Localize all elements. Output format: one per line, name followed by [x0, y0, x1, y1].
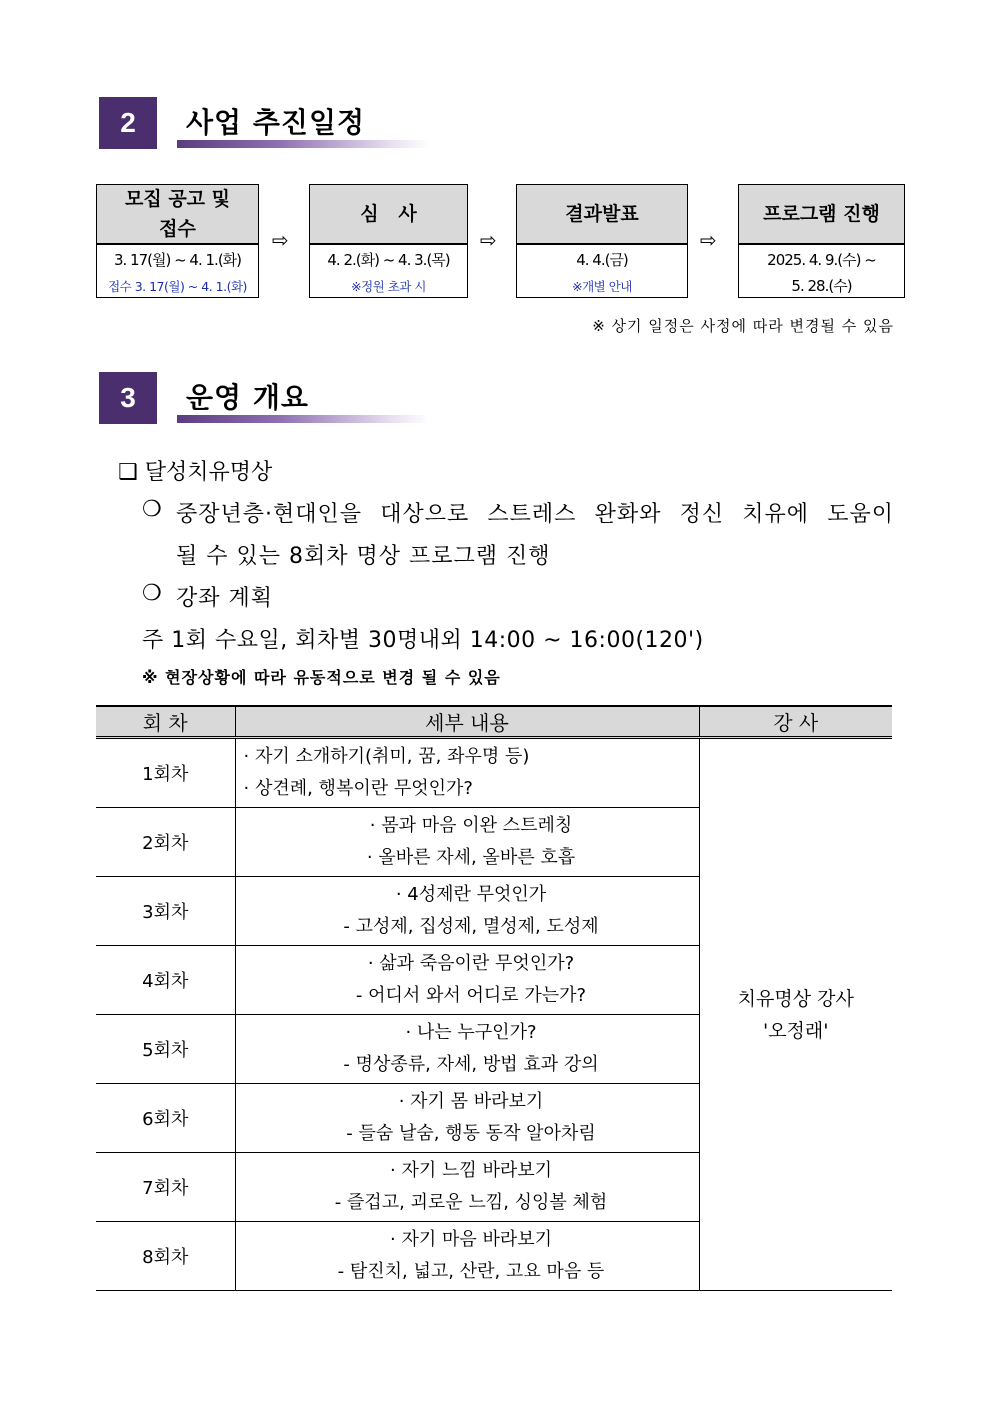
session-label: 3회차 — [96, 877, 235, 946]
session-content: · 4성제란 무엇인가 - 고성제, 집성제, 멸성제, 도성제 — [235, 877, 699, 946]
session-content: · 자기 소개하기(취미, 꿈, 좌우명 등) · 상견례, 행복이란 무엇인가? — [235, 738, 699, 808]
header-instructor: 강 사 — [699, 706, 892, 738]
flow-arrow-1: ⇨ — [272, 228, 289, 252]
section-2-underline — [177, 140, 430, 148]
session-label: 5회차 — [96, 1015, 235, 1084]
section-2-title: 사업 추진일정 — [186, 106, 366, 139]
section-2-number: 2 — [99, 97, 157, 149]
session-label: 6회차 — [96, 1084, 235, 1153]
session-label: 4회차 — [96, 946, 235, 1015]
session-content: · 자기 느낌 바라보기 - 즐겁고, 괴로운 느낌, 싱잉볼 체험 — [235, 1153, 699, 1222]
session-table — [96, 705, 892, 1291]
step-program-date-end: 5. 28.(수) — [791, 277, 852, 295]
session-content: · 삶과 죽음이란 무엇인가? - 어디서 와서 어디로 가는가? — [235, 946, 699, 1015]
instructor-cell — [699, 738, 892, 1291]
step-recruitment-title: 모집 공고 및 접수 — [97, 185, 258, 245]
session-content: · 자기 마음 바라보기 - 탐진치, 넓고, 산란, 고요 마음 등 — [235, 1222, 699, 1291]
flow-arrow-3: ⇨ — [700, 228, 717, 252]
session-label: 2회차 — [96, 808, 235, 877]
program-description-line2: 될 수 있는 8회차 명상 프로그램 진행 — [176, 544, 551, 569]
instructor-title: 치유명상 강사 — [737, 987, 854, 1010]
program-name: 달성치유명상 — [144, 460, 273, 485]
session-label: 7회차 — [96, 1153, 235, 1222]
table-row — [96, 738, 892, 808]
step-review — [309, 184, 468, 298]
flow-arrow-2: ⇨ — [480, 228, 497, 252]
session-label: 8회차 — [96, 1222, 235, 1291]
section-3-underline — [177, 415, 430, 423]
step-announcement-date: 4. 4.(금) — [576, 251, 628, 269]
step-recruitment — [96, 184, 259, 298]
course-plan-label: 강좌 계획 — [176, 586, 274, 611]
session-label: 1회차 — [96, 738, 235, 808]
square-bullet-icon: ❑ — [118, 460, 138, 485]
bullet-marker-1 — [142, 497, 162, 522]
step-review-note: ※정원 초과 시 — [351, 279, 426, 294]
session-content: · 몸과 마음 이완 스트레칭 · 올바른 자세, 올바른 호흡 — [235, 808, 699, 877]
course-schedule: 주 1회 수요일, 회차별 30명내외 14:00 ~ 16:00(120') — [142, 628, 704, 653]
table-header-row — [96, 706, 892, 738]
program-description-line1: 중장년층·현대인을 대상으로 스트레스 완화와 정신 치유에 도움이 — [176, 502, 894, 527]
course-schedule-note: ※ 현장상황에 따라 유동적으로 변경 될 수 있음 — [142, 668, 501, 687]
section-3-title: 운영 개요 — [186, 381, 309, 414]
step-announcement — [516, 184, 688, 298]
step-program-date-start: 2025. 4. 9.(수) ~ — [767, 251, 876, 269]
instructor-name: '오정래' — [762, 1019, 829, 1042]
program-item — [118, 455, 272, 486]
section-3-number: 3 — [99, 372, 157, 424]
circle-bullet-icon: ❍ — [142, 497, 162, 522]
step-announcement-note: ※개별 안내 — [572, 279, 632, 294]
header-session: 회 차 — [96, 706, 235, 738]
header-content: 세부 내용 — [235, 706, 699, 738]
session-content: · 자기 몸 바라보기 - 들숨 날숨, 행동 동작 알아차림 — [235, 1084, 699, 1153]
circle-bullet-icon: ❍ — [142, 581, 162, 606]
step-recruitment-date: 3. 17(월) ~ 4. 1.(화) — [113, 251, 242, 269]
step-announcement-title: 결과발표 — [517, 185, 687, 245]
step-review-date: 4. 2.(화) ~ 4. 3.(목) — [327, 251, 450, 269]
step-recruitment-note: 접수 3. 17(월) ~ 4. 1.(화) — [108, 279, 247, 294]
step-review-title: 심 사 — [310, 185, 467, 245]
step-program — [738, 184, 905, 298]
bullet-marker-2 — [142, 581, 162, 606]
session-content: · 나는 누구인가? - 명상종류, 자세, 방법 효과 강의 — [235, 1015, 699, 1084]
step-program-title: 프로그램 진행 — [739, 185, 904, 245]
schedule-change-note: ※ 상기 일정은 사정에 따라 변경될 수 있음 — [592, 317, 894, 335]
